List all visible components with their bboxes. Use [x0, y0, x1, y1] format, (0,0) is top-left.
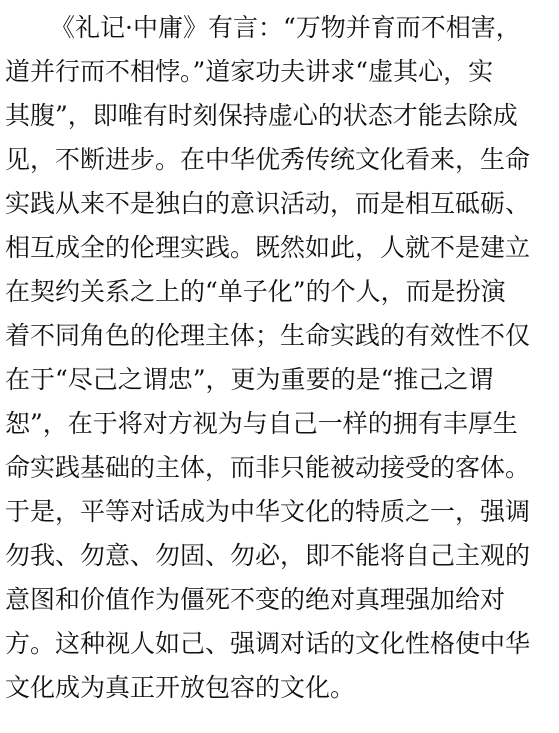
paragraph-line-7: 在契约关系之上的“单子化”的个人，而是扮演: [5, 277, 506, 306]
paragraph-line-16: 文化成为真正开放包容的文化。: [5, 673, 356, 702]
paragraph-line-3: 其腹”，即唯有时刻保持虚心的状态才能去除成: [5, 101, 518, 130]
paragraph-line-1: 《礼记·中庸》有言：“万物并育而不相害，: [50, 13, 521, 42]
paragraph-line-14: 意图和价值作为僵死不变的绝对真理强加给对: [5, 585, 506, 614]
paragraph-line-12: 于是，平等对话成为中华文化的特质之一，强调: [5, 497, 531, 526]
paragraph-line-4: 见，不断进步。在中华优秀传统文化看来，生命: [5, 145, 531, 174]
paragraph-line-15: 方。这种视人如己、强调对话的文化性格使中华: [5, 629, 531, 658]
paragraph-line-10: 恕”，在于将对方视为与自己一样的拥有丰厚生: [5, 409, 518, 438]
paragraph-line-8: 着不同角色的伦理主体；生命实践的有效性不仅: [5, 321, 531, 350]
paragraph-line-2: 道并行而不相悖。”道家功夫讲求“虚其心，实: [5, 57, 494, 86]
paragraph-line-9: 在于“尽己之谓忠”，更为重要的是“推己之谓: [5, 365, 494, 394]
paragraph-line-11: 命实践基础的主体，而非只能被动接受的客体。: [5, 453, 531, 482]
paragraph-line-5: 实践从来不是独白的意识活动，而是相互砥砺、: [5, 189, 531, 218]
paragraph-line-6: 相互成全的伦理实践。既然如此，人就不是建立: [5, 233, 531, 262]
paragraph-line-13: 勿我、勿意、勿固、勿必，即不能将自己主观的: [5, 541, 531, 570]
